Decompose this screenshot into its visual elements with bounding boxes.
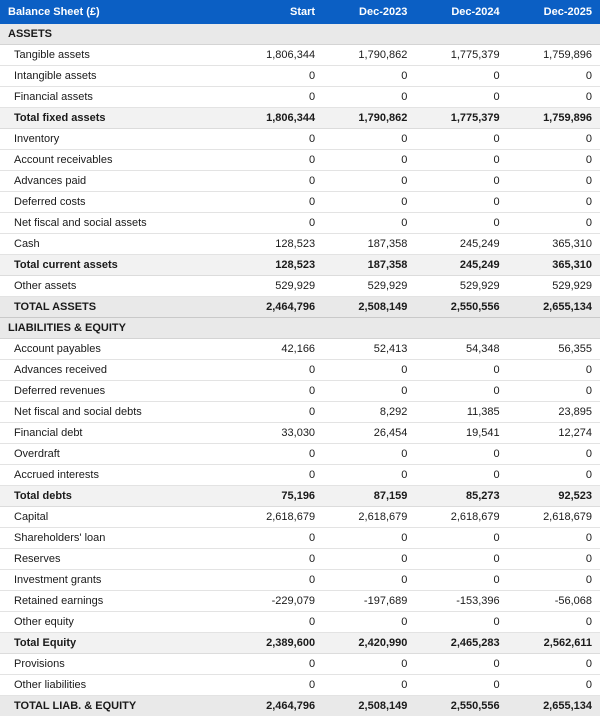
row-value: 0 (231, 465, 323, 486)
row-value: 2,655,134 (508, 297, 600, 318)
row-value: 0 (231, 129, 323, 150)
row-label: TOTAL ASSETS (0, 297, 231, 318)
row-value: 2,562,611 (508, 633, 600, 654)
row-value: 0 (508, 213, 600, 234)
row-value: 0 (323, 360, 415, 381)
row-value: 0 (415, 549, 507, 570)
row-label: Total debts (0, 486, 231, 507)
row-value: 42,166 (231, 339, 323, 360)
table-body (0, 24, 600, 716)
row-label: Account receivables (0, 150, 231, 171)
row-label: Reserves (0, 549, 231, 570)
table-row (0, 528, 600, 549)
row-value: 0 (508, 444, 600, 465)
table-row (0, 486, 600, 507)
table-row (0, 192, 600, 213)
table-row (0, 423, 600, 444)
table-row (0, 87, 600, 108)
row-value: 0 (415, 171, 507, 192)
row-value: 187,358 (323, 234, 415, 255)
table-row (0, 696, 600, 716)
row-label: Cash (0, 234, 231, 255)
row-value: 2,550,556 (415, 297, 507, 318)
row-label: Tangible assets (0, 45, 231, 66)
row-label: Financial debt (0, 423, 231, 444)
row-value: 0 (508, 528, 600, 549)
column-header-dec-2025: Dec-2025 (508, 0, 600, 24)
column-header-dec-2023: Dec-2023 (323, 0, 415, 24)
row-label: Deferred revenues (0, 381, 231, 402)
row-value (508, 318, 600, 339)
row-label: Total Equity (0, 633, 231, 654)
table-row (0, 591, 600, 612)
row-label: Overdraft (0, 444, 231, 465)
row-label: Advances received (0, 360, 231, 381)
row-value: 0 (231, 381, 323, 402)
row-label: LIABILITIES & EQUITY (0, 318, 231, 339)
column-header-dec-2024: Dec-2024 (415, 0, 507, 24)
row-value: 0 (231, 66, 323, 87)
row-value: 11,385 (415, 402, 507, 423)
row-value (231, 318, 323, 339)
row-value: 0 (323, 129, 415, 150)
row-value: 2,465,283 (415, 633, 507, 654)
row-value: 2,389,600 (231, 633, 323, 654)
row-value: 0 (415, 528, 507, 549)
row-value: 19,541 (415, 423, 507, 444)
row-value (231, 24, 323, 45)
row-value: 1,775,379 (415, 45, 507, 66)
row-value: 0 (508, 381, 600, 402)
row-value: 1,775,379 (415, 108, 507, 129)
row-label: Capital (0, 507, 231, 528)
row-value (508, 24, 600, 45)
row-value: 2,508,149 (323, 696, 415, 716)
row-value: 52,413 (323, 339, 415, 360)
row-value: 0 (508, 570, 600, 591)
row-label: Advances paid (0, 171, 231, 192)
column-header-start: Start (231, 0, 323, 24)
row-label: Total current assets (0, 255, 231, 276)
row-value: 0 (415, 213, 507, 234)
row-value: 529,929 (415, 276, 507, 297)
header-row (0, 0, 600, 24)
row-label: Shareholders' loan (0, 528, 231, 549)
row-value: 245,249 (415, 234, 507, 255)
row-value: 0 (323, 549, 415, 570)
row-value: 0 (323, 654, 415, 675)
row-value: 1,759,896 (508, 108, 600, 129)
row-value: 0 (508, 129, 600, 150)
row-label: Other assets (0, 276, 231, 297)
row-value: 0 (415, 654, 507, 675)
row-value: 0 (508, 360, 600, 381)
row-value: 85,273 (415, 486, 507, 507)
row-value (323, 24, 415, 45)
row-value: 0 (323, 150, 415, 171)
row-value: 0 (508, 171, 600, 192)
row-value: 0 (231, 192, 323, 213)
row-label: Inventory (0, 129, 231, 150)
row-label: Investment grants (0, 570, 231, 591)
row-value: 0 (231, 87, 323, 108)
row-value: -56,068 (508, 591, 600, 612)
table-row (0, 276, 600, 297)
row-value: 0 (323, 528, 415, 549)
row-value: 1,790,862 (323, 108, 415, 129)
table-row (0, 465, 600, 486)
row-value: 0 (508, 675, 600, 696)
row-value: 365,310 (508, 255, 600, 276)
row-value: 128,523 (231, 255, 323, 276)
row-value: 2,618,679 (508, 507, 600, 528)
row-value: 0 (323, 171, 415, 192)
row-label: Provisions (0, 654, 231, 675)
row-value: 87,159 (323, 486, 415, 507)
row-value: 1,759,896 (508, 45, 600, 66)
table-header (0, 0, 600, 24)
row-value: 0 (415, 129, 507, 150)
row-value: 0 (231, 360, 323, 381)
table-row (0, 444, 600, 465)
row-value: 0 (415, 612, 507, 633)
row-value: 0 (323, 213, 415, 234)
row-value: 0 (508, 87, 600, 108)
row-label: Account payables (0, 339, 231, 360)
row-value: 2,420,990 (323, 633, 415, 654)
row-value: 33,030 (231, 423, 323, 444)
row-value (323, 318, 415, 339)
row-value: 0 (323, 570, 415, 591)
row-value: 0 (415, 675, 507, 696)
table-row (0, 360, 600, 381)
row-value: 365,310 (508, 234, 600, 255)
row-value: 0 (508, 465, 600, 486)
row-value (415, 24, 507, 45)
row-value: 0 (508, 549, 600, 570)
row-value: 529,929 (231, 276, 323, 297)
row-value: 0 (231, 213, 323, 234)
row-value: -229,079 (231, 591, 323, 612)
row-value: 0 (508, 66, 600, 87)
row-value: 2,550,556 (415, 696, 507, 716)
row-label: TOTAL LIAB. & EQUITY (0, 696, 231, 716)
column-header-label: Balance Sheet (£) (0, 0, 231, 24)
row-value: 529,929 (508, 276, 600, 297)
row-value: 0 (323, 675, 415, 696)
table-row (0, 45, 600, 66)
row-label: Net fiscal and social debts (0, 402, 231, 423)
row-value: 23,895 (508, 402, 600, 423)
row-value: 2,464,796 (231, 297, 323, 318)
table-row (0, 234, 600, 255)
table-row (0, 213, 600, 234)
row-value: -153,396 (415, 591, 507, 612)
row-value: 0 (231, 171, 323, 192)
row-value: 0 (323, 381, 415, 402)
row-value: 1,806,344 (231, 45, 323, 66)
row-value: 0 (508, 654, 600, 675)
row-value: 2,618,679 (231, 507, 323, 528)
row-value: 1,790,862 (323, 45, 415, 66)
row-value: 2,618,679 (323, 507, 415, 528)
row-label: Deferred costs (0, 192, 231, 213)
row-value (415, 318, 507, 339)
row-value: 54,348 (415, 339, 507, 360)
table-row (0, 129, 600, 150)
row-value: 0 (415, 192, 507, 213)
row-value: 0 (231, 612, 323, 633)
row-value: 0 (323, 192, 415, 213)
table-row (0, 150, 600, 171)
table-row (0, 24, 600, 45)
row-value: 0 (231, 549, 323, 570)
row-value: 8,292 (323, 402, 415, 423)
table-row (0, 675, 600, 696)
row-value: 0 (415, 465, 507, 486)
row-value: 0 (231, 570, 323, 591)
table-row (0, 654, 600, 675)
row-label: ASSETS (0, 24, 231, 45)
row-value: 0 (231, 444, 323, 465)
row-value: 0 (415, 381, 507, 402)
row-value: 0 (323, 66, 415, 87)
row-value: 0 (415, 150, 507, 171)
row-value: 0 (415, 444, 507, 465)
row-value: 128,523 (231, 234, 323, 255)
table-row (0, 570, 600, 591)
row-value: 0 (415, 87, 507, 108)
row-value: 0 (323, 87, 415, 108)
row-label: Other equity (0, 612, 231, 633)
table-row (0, 66, 600, 87)
row-value: -197,689 (323, 591, 415, 612)
row-value: 2,508,149 (323, 297, 415, 318)
row-label: Financial assets (0, 87, 231, 108)
row-value: 0 (415, 360, 507, 381)
row-value: 12,274 (508, 423, 600, 444)
row-label: Total fixed assets (0, 108, 231, 129)
row-value: 2,618,679 (415, 507, 507, 528)
row-label: Net fiscal and social assets (0, 213, 231, 234)
row-value: 529,929 (323, 276, 415, 297)
table-row (0, 381, 600, 402)
row-value: 0 (508, 192, 600, 213)
row-value: 0 (323, 465, 415, 486)
row-value: 0 (508, 150, 600, 171)
row-value: 0 (508, 612, 600, 633)
row-label: Accrued interests (0, 465, 231, 486)
row-value: 75,196 (231, 486, 323, 507)
table-row (0, 612, 600, 633)
row-value: 0 (231, 675, 323, 696)
row-label: Retained earnings (0, 591, 231, 612)
row-value: 245,249 (415, 255, 507, 276)
table-row (0, 549, 600, 570)
row-label: Other liabilities (0, 675, 231, 696)
table-row (0, 402, 600, 423)
table-row (0, 318, 600, 339)
row-value: 0 (323, 612, 415, 633)
row-value: 2,464,796 (231, 696, 323, 716)
row-value: 0 (231, 528, 323, 549)
row-value: 0 (231, 150, 323, 171)
table-row (0, 507, 600, 528)
row-value: 0 (415, 66, 507, 87)
row-value: 2,655,134 (508, 696, 600, 716)
row-value: 0 (231, 402, 323, 423)
row-label: Intangible assets (0, 66, 231, 87)
table-row (0, 171, 600, 192)
table-row (0, 339, 600, 360)
row-value: 187,358 (323, 255, 415, 276)
row-value: 56,355 (508, 339, 600, 360)
row-value: 26,454 (323, 423, 415, 444)
row-value: 1,806,344 (231, 108, 323, 129)
row-value: 92,523 (508, 486, 600, 507)
table-row (0, 108, 600, 129)
table-row (0, 297, 600, 318)
row-value: 0 (415, 570, 507, 591)
row-value: 0 (231, 654, 323, 675)
row-value: 0 (323, 444, 415, 465)
table-row (0, 255, 600, 276)
